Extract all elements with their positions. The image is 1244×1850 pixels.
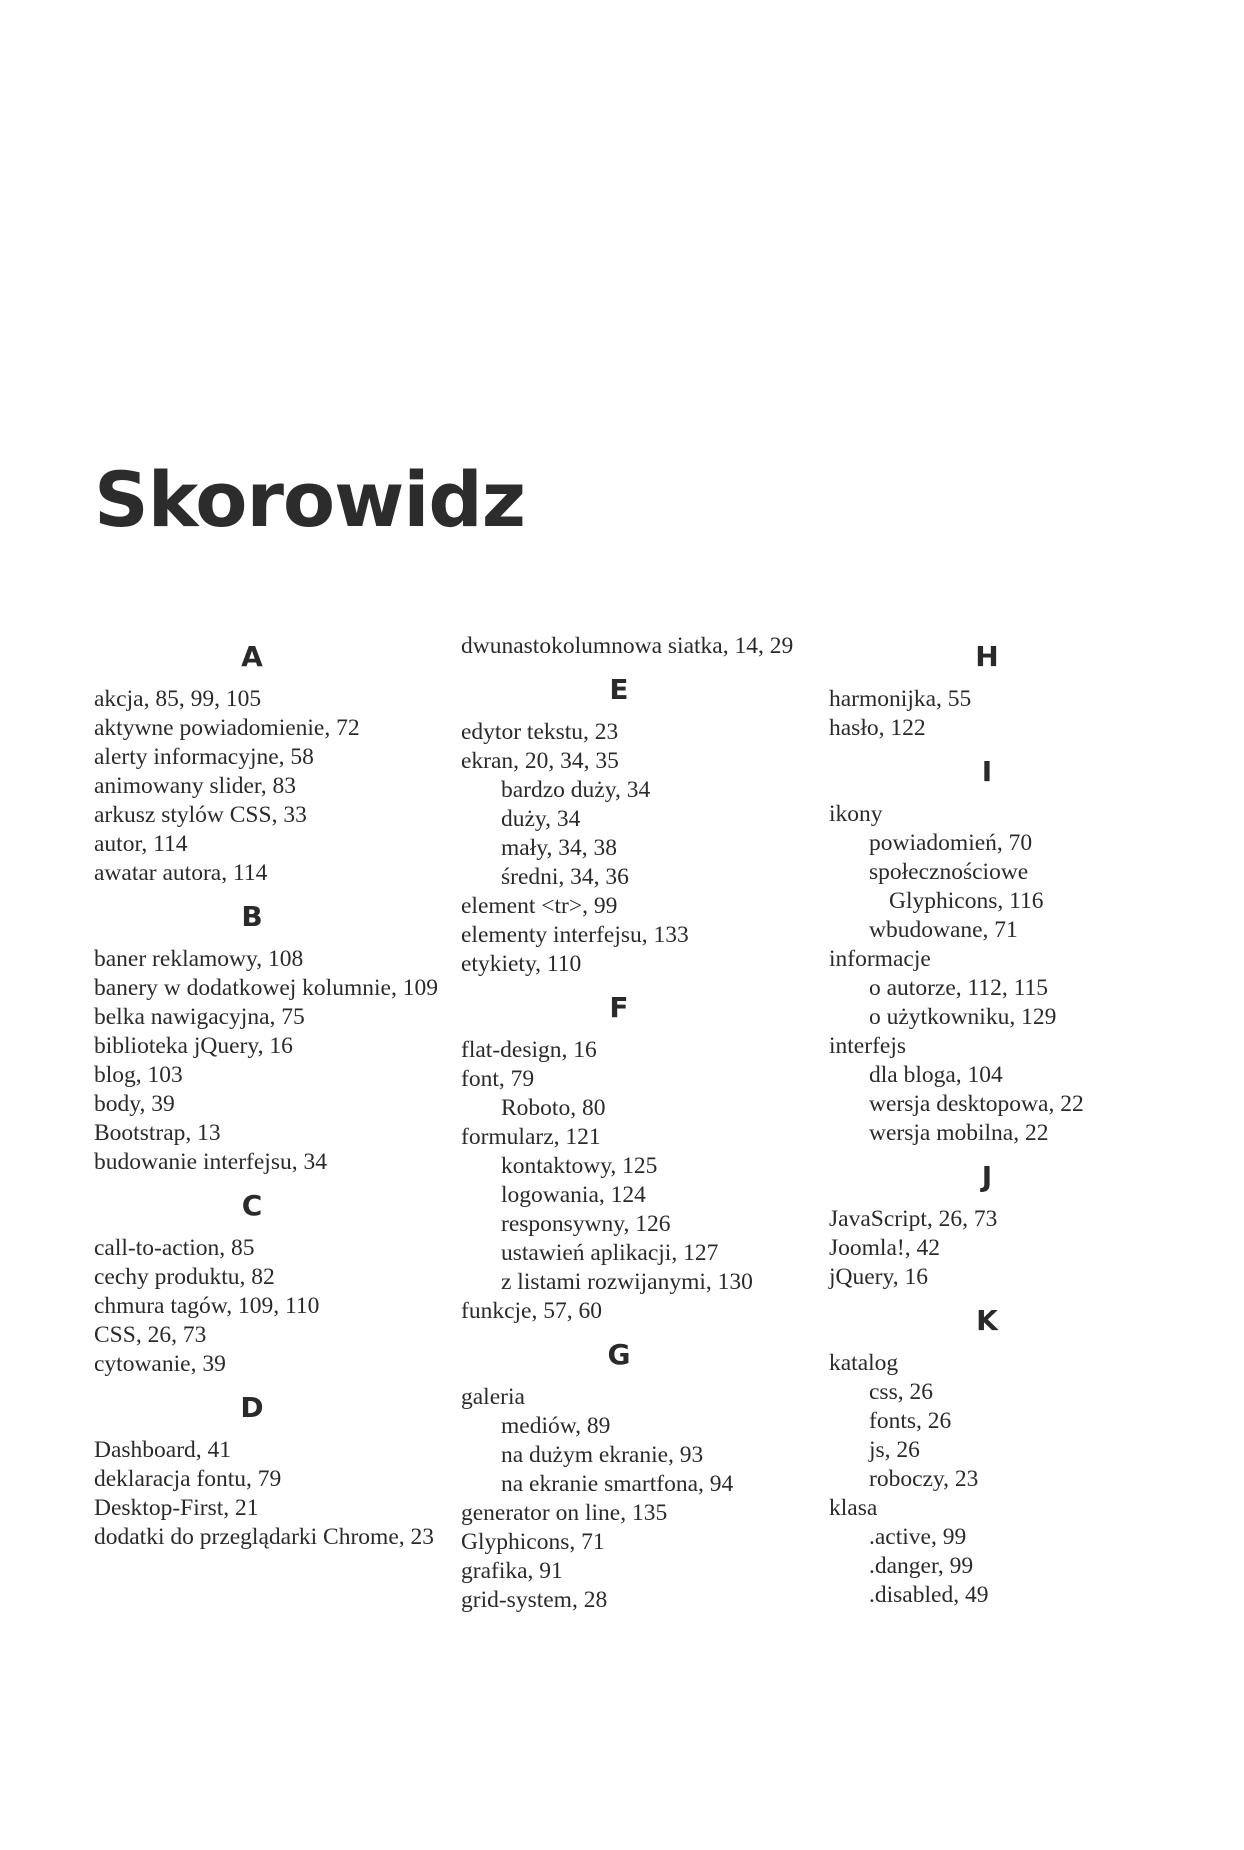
index-entry: belka nawigacyjna, 75	[94, 1004, 305, 1030]
index-subentry: kontaktowy, 125	[501, 1153, 658, 1179]
index-subentry: Roboto, 80	[501, 1095, 606, 1121]
index-entry: akcja, 85, 99, 105	[94, 686, 262, 712]
index-section-i	[829, 757, 1179, 1148]
index-entry: informacje	[829, 946, 931, 972]
index-section-h	[829, 642, 1179, 743]
section-letter: B	[241, 900, 263, 933]
index-entry: call-to-action, 85	[94, 1235, 255, 1261]
index-section-j	[829, 1162, 1179, 1292]
index-entry: Glyphicons, 71	[461, 1529, 605, 1555]
index-subentry: css, 26	[869, 1379, 933, 1405]
index-subentry: wersja desktopowa, 22	[869, 1091, 1084, 1117]
section-letter: H	[975, 640, 999, 673]
index-subentry: logowania, 124	[501, 1182, 646, 1208]
index-entry: autor, 114	[94, 831, 188, 857]
index-subentry: powiadomień, 70	[869, 830, 1033, 856]
section-letter: J	[981, 1160, 993, 1193]
index-entry: element <tr>, 99	[461, 893, 618, 919]
index-section-d	[94, 1393, 444, 1552]
index-entry: klasa	[829, 1495, 878, 1521]
index-section-b	[94, 902, 444, 1177]
index-entry: JavaScript, 26, 73	[829, 1206, 998, 1232]
index-subentry: js, 26	[869, 1437, 920, 1463]
index-subentry: społecznościowe	[869, 859, 1029, 885]
section-letter: I	[981, 755, 993, 788]
index-subentry: fonts, 26	[869, 1408, 952, 1434]
index-entry: deklaracja fontu, 79	[94, 1466, 282, 1492]
index-column-1	[94, 632, 444, 1552]
page-title: Skorowidz	[94, 455, 526, 544]
index-entry: dodatki do przeglądarki Chrome, 23	[94, 1524, 435, 1550]
index-subentry: ustawień aplikacji, 127	[501, 1240, 719, 1266]
index-entry: etykiety, 110	[461, 951, 582, 977]
index-subentry: na dużym ekranie, 93	[501, 1442, 704, 1468]
index-subentry: o użytkowniku, 129	[869, 1004, 1057, 1030]
index-entry: baner reklamowy, 108	[94, 946, 304, 972]
section-letter: G	[607, 1338, 631, 1371]
index-column-3	[829, 632, 1179, 1610]
index-entry: awatar autora, 114	[94, 860, 268, 886]
index-entry: galeria	[461, 1384, 525, 1410]
index-entry: blog, 103	[94, 1062, 183, 1088]
index-entry: cechy produktu, 82	[94, 1264, 275, 1290]
index-section-c	[94, 1191, 444, 1379]
index-entry: hasło, 122	[829, 715, 926, 741]
index-entry: funkcje, 57, 60	[461, 1298, 602, 1324]
index-subentry: o autorze, 112, 115	[869, 975, 1049, 1001]
index-subentry: bardzo duży, 34	[501, 777, 651, 803]
index-subentry: responsywny, 126	[501, 1211, 671, 1237]
index-subentry: roboczy, 23	[869, 1466, 979, 1492]
index-entry: animowany slider, 83	[94, 773, 297, 799]
index-subentry: wersja mobilna, 22	[869, 1120, 1049, 1146]
index-entry: chmura tagów, 109, 110	[94, 1293, 320, 1319]
index-section-e	[461, 675, 811, 979]
index-entry: banery w dodatkowej kolumnie, 109	[94, 975, 438, 1001]
index-entry: katalog	[829, 1350, 899, 1376]
index-entry: budowanie interfejsu, 34	[94, 1149, 327, 1175]
index-subentry: średni, 34, 36	[501, 864, 629, 890]
index-section-f	[461, 993, 811, 1326]
index-entry: font, 79	[461, 1066, 535, 1092]
section-letter: E	[609, 673, 629, 706]
index-entry: elementy interfejsu, 133	[461, 922, 689, 948]
section-letter: D	[240, 1391, 264, 1424]
index-subentry: dla bloga, 104	[869, 1062, 1003, 1088]
index-entry: Dashboard, 41	[94, 1437, 232, 1463]
section-letter: A	[241, 640, 263, 673]
index-entry: formularz, 121	[461, 1124, 601, 1150]
index-entry: aktywne powiadomienie, 72	[94, 715, 360, 741]
index-subentry: wbudowane, 71	[869, 917, 1018, 943]
index-entry: Joomla!, 42	[829, 1235, 940, 1261]
index-entry: cytowanie, 39	[94, 1351, 226, 1377]
index-column-2	[461, 632, 811, 1615]
index-entry: flat-design, 16	[461, 1037, 597, 1063]
index-subentry: na ekranie smartfona, 94	[501, 1471, 734, 1497]
index-subentry: Glyphicons, 116	[889, 888, 1044, 914]
index-subentry: mały, 34, 38	[501, 835, 617, 861]
index-section-k	[829, 1306, 1179, 1610]
section-letter: K	[976, 1304, 998, 1337]
index-entry: edytor tekstu, 23	[461, 719, 619, 745]
index-section-g	[461, 1340, 811, 1615]
index-entry: ikony	[829, 801, 883, 827]
index-entry: biblioteka jQuery, 16	[94, 1033, 293, 1059]
index-entry: grid-system, 28	[461, 1587, 608, 1613]
index-entry: interfejs	[829, 1033, 906, 1059]
index-entry: dwunastokolumnowa siatka, 14, 29	[461, 633, 794, 659]
index-subentry: .disabled, 49	[869, 1582, 989, 1608]
index-entry: jQuery, 16	[829, 1264, 928, 1290]
section-letter: C	[241, 1189, 263, 1222]
index-entry: Desktop-First, 21	[94, 1495, 259, 1521]
index-entry: arkusz stylów CSS, 33	[94, 802, 307, 828]
index-entry: generator on line, 135	[461, 1500, 668, 1526]
index-subentry: z listami rozwijanymi, 130	[501, 1269, 753, 1295]
index-entry: body, 39	[94, 1091, 175, 1117]
section-letter: F	[609, 991, 629, 1024]
index-section-continued	[461, 632, 811, 661]
index-entry: alerty informacyjne, 58	[94, 744, 314, 770]
index-subentry: .active, 99	[869, 1524, 967, 1550]
index-section-a	[94, 642, 444, 888]
index-subentry: mediów, 89	[501, 1413, 611, 1439]
index-entry: CSS, 26, 73	[94, 1322, 207, 1348]
index-subentry: .danger, 99	[869, 1553, 974, 1579]
index-entry: harmonijka, 55	[829, 686, 972, 712]
index-subentry: duży, 34	[501, 806, 581, 832]
index-entry: ekran, 20, 34, 35	[461, 748, 619, 774]
index-entry: grafika, 91	[461, 1558, 563, 1584]
index-entry: Bootstrap, 13	[94, 1120, 221, 1146]
